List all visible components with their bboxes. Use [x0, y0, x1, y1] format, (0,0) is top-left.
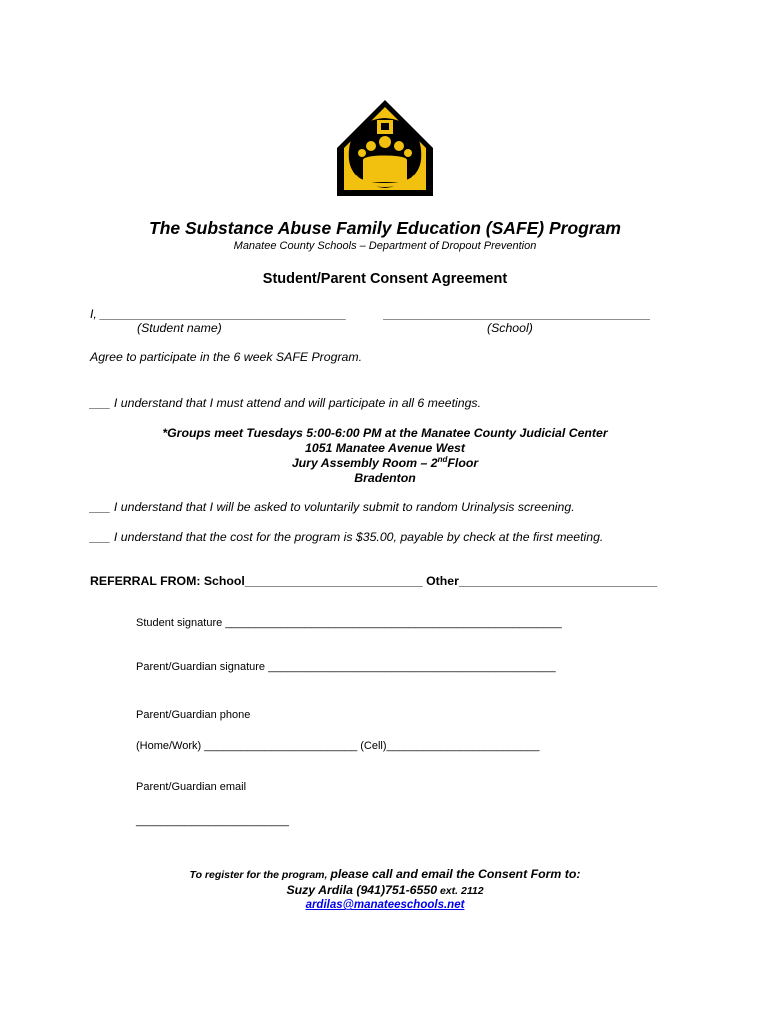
- parent-signature-field[interactable]: Parent/Guardian signature _______________________________________________: [136, 661, 556, 673]
- meeting-time: *Groups meet Tuesdays 5:00-6:00 PM at the Manatee County Judicial Center: [162, 426, 608, 440]
- agree-text: Agree to participate in the 6 week SAFE Program.: [90, 350, 363, 364]
- school-label: (School): [487, 321, 533, 335]
- parent-email-label: Parent/Guardian email: [136, 781, 247, 793]
- parent-phone-label: Parent/Guardian phone: [136, 709, 251, 721]
- registration-footer: [0, 867, 770, 913]
- page-title: The Substance Abuse Family Education (SAFE) Program: [149, 218, 621, 238]
- page-subtitle: Manatee County Schools – Department of Dropout Prevention: [233, 240, 537, 252]
- cost-item: ___ I understand that the cost for the program is $35.00, payable by check at the first meeting.: [90, 530, 604, 544]
- safe-family-school-crossing-icon: [335, 98, 435, 198]
- contact-email-link[interactable]: ardilas@manateeschools.net: [305, 899, 465, 911]
- phone-fields[interactable]: (Home/Work) _________________________ (Cell)_________________________: [136, 740, 540, 752]
- attendance-item: ___ I understand that I must attend and will participate in all 6 meetings.: [90, 396, 481, 410]
- student-name-label: (Student name): [137, 321, 222, 335]
- school-field[interactable]: _______________________________________: [384, 307, 651, 321]
- student-signature-field[interactable]: Student signature _______________________________________________________: [136, 617, 562, 629]
- meeting-city: Bradenton: [354, 471, 416, 485]
- parent-email-field[interactable]: _________________________: [136, 815, 289, 827]
- meeting-info: [0, 426, 770, 486]
- urinalysis-item: ___ I understand that I will be asked to voluntarily submit to random Urinalysis screening.: [90, 500, 575, 514]
- register-instructions: To register for the program, please call and email the Consent Form to:: [189, 867, 581, 881]
- meeting-room: Jury Assembly Room – 2ndFloor: [291, 454, 479, 470]
- meeting-address: 1051 Manatee Avenue West: [305, 441, 465, 455]
- safe-logo: [335, 98, 435, 198]
- form-heading: Student/Parent Consent Agreement: [262, 271, 508, 287]
- contact-line: Suzy Ardila (941)751-6550 ext. 2112: [286, 882, 484, 897]
- referral-field[interactable]: REFERRAL FROM: School__________________________ Other_____________________________: [90, 574, 658, 588]
- student-name-field[interactable]: I, ____________________________________: [90, 307, 347, 321]
